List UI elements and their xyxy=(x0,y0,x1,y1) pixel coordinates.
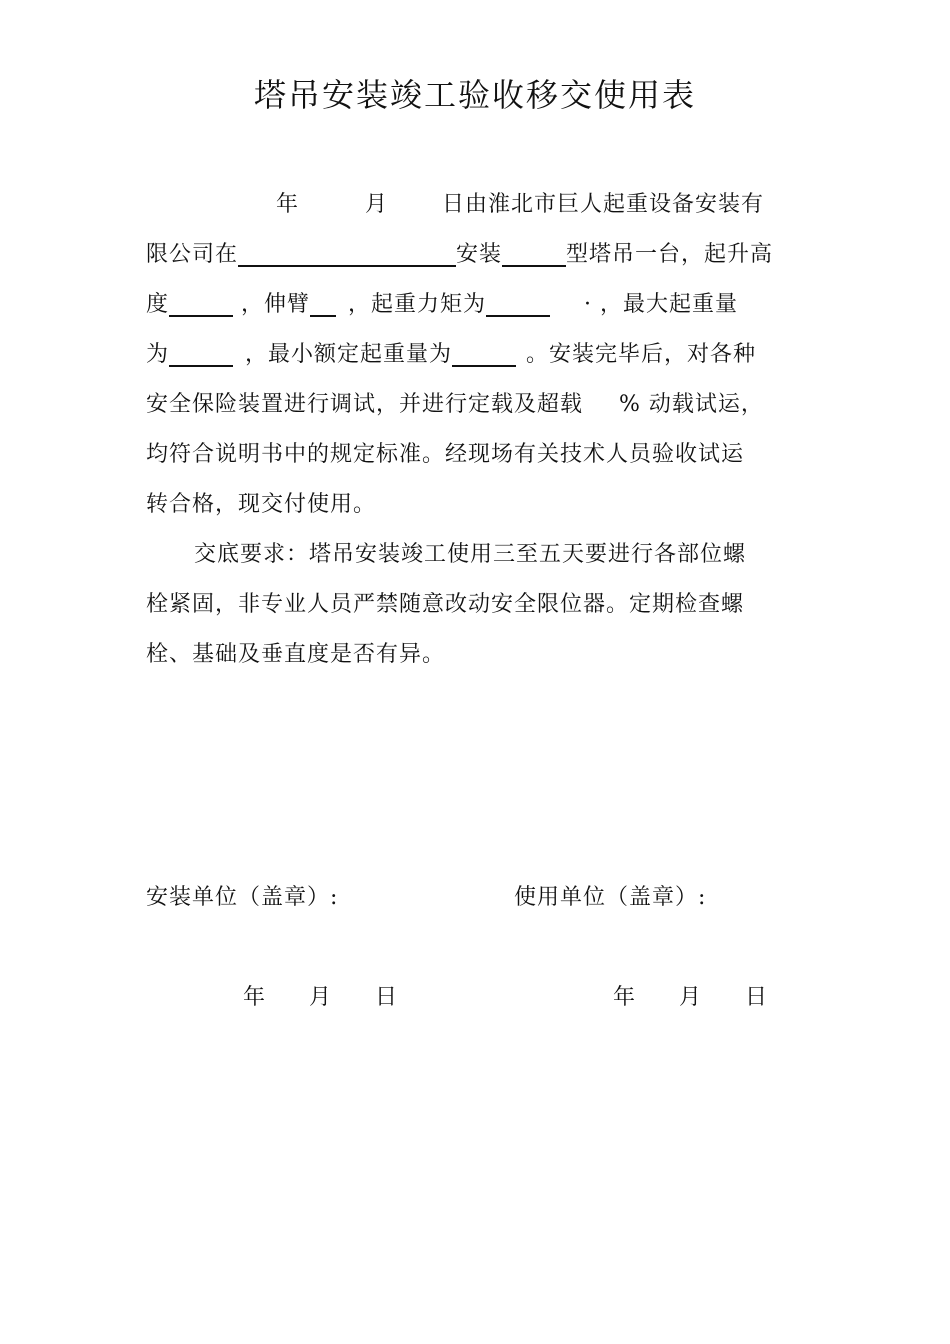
date-year: 年 xyxy=(276,192,300,217)
requirements-line-2: 栓紧固，非专业人员严禁随意改动安全限位器。定期检查螺 xyxy=(146,592,745,617)
install-unit-seal-label: 安装单位（盖章）: xyxy=(146,885,339,910)
text-after-install: 。安装完毕后，对各种 xyxy=(526,342,757,367)
intro-text: 日由淮北市巨人起重设备安装有 xyxy=(442,192,765,217)
install-unit-date xyxy=(243,978,397,1018)
install-date-year: 年 xyxy=(243,985,266,1010)
requirements-line-3: 栓、基础及垂直度是否有异。 xyxy=(146,642,446,667)
paragraph-line-5 xyxy=(146,380,806,430)
text-company: 限公司在 xyxy=(146,242,239,267)
text-dot: · xyxy=(584,292,593,317)
paragraph-line-1 xyxy=(146,180,806,230)
install-date-day: 日 xyxy=(375,985,398,1010)
blank-location[interactable] xyxy=(238,237,456,267)
requirements-line-1 xyxy=(146,530,806,580)
blank-min-load[interactable] xyxy=(452,337,516,367)
text-min-load: ，最小额定起重量为 xyxy=(245,342,453,367)
text-is: 为 xyxy=(146,342,170,367)
text-safety-test: 安全保险装置进行调试，并进行定载及超载 xyxy=(146,392,584,417)
text-height: 度 xyxy=(146,292,170,317)
text-crane-type: 型塔吊一台，起升高 xyxy=(566,242,774,267)
use-date-day: 日 xyxy=(745,985,768,1010)
requirements-text-1: 交底要求：塔吊安装竣工使用三至五天要进行各部位螺 xyxy=(194,542,747,567)
blank-crane-model[interactable] xyxy=(502,237,566,267)
main-paragraph xyxy=(146,180,806,680)
text-install: 安装 xyxy=(456,242,503,267)
blank-moment[interactable] xyxy=(486,287,550,317)
blank-jib-length[interactable] xyxy=(310,287,336,317)
paragraph-line-2 xyxy=(146,230,806,280)
use-unit-seal-label: 使用单位（盖章）: xyxy=(514,885,707,910)
text-dynamic-test: % 动载试运， xyxy=(619,392,764,417)
blank-max-load[interactable] xyxy=(169,337,233,367)
paragraph-line-7: 转合格，现交付使用。 xyxy=(146,492,377,517)
blank-lift-height[interactable] xyxy=(169,287,233,317)
document-title: 塔吊安装竣工验收移交使用表 xyxy=(253,76,696,114)
text-moment: ，起重力矩为 xyxy=(348,292,487,317)
install-date-month: 月 xyxy=(309,985,332,1010)
use-unit-date xyxy=(613,978,767,1018)
date-month: 月 xyxy=(365,192,389,217)
paragraph-line-6: 均符合说明书中的规定标准。经现场有关技术人员验收试运 xyxy=(146,442,745,467)
use-date-year: 年 xyxy=(613,985,636,1010)
paragraph-line-4 xyxy=(146,330,806,380)
text-jib: ，伸臂 xyxy=(241,292,311,317)
use-date-month: 月 xyxy=(679,985,702,1010)
text-max-load: ，最大起重量 xyxy=(600,292,739,317)
paragraph-line-3 xyxy=(146,280,806,330)
